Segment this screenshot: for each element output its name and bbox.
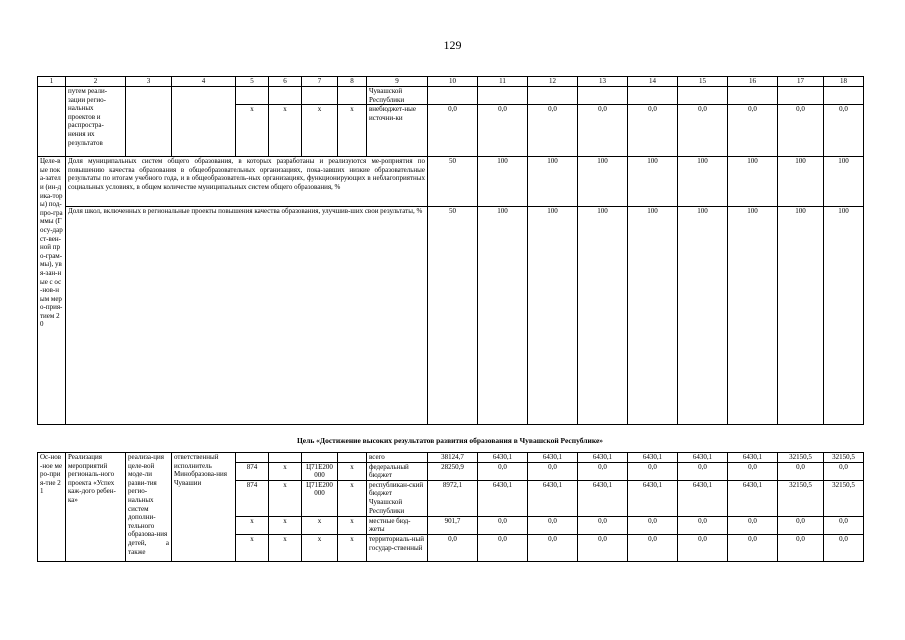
indicator-text: Доля муниципальных систем общего образования, в которых разработаны и реализуются ме-роприятия по повышению качества образования в общеобразовательных организациях, пока-завших низкие образовательные результаты по итогам учебного года, и в общеобразователь-ных организациях, функционирующих в неблагоприятных социальных условиях, в общем количестве муниципальных систем общего образования, % (66, 157, 428, 207)
funding-source-cell: федеральный бюджет (367, 462, 428, 480)
col-header: 1 (38, 77, 66, 87)
funding-source-cell: территориаль-ный государ-ственный (367, 534, 428, 561)
col-header: 15 (678, 77, 728, 87)
value-cell: 100 (578, 207, 628, 425)
value-cell: 100 (728, 207, 778, 425)
value-cell: 100 (778, 157, 824, 207)
value-cell: 0,0 (578, 105, 628, 157)
col-header: 7 (302, 77, 338, 87)
col-header: 13 (578, 77, 628, 87)
value-cell: 32150,5 (824, 453, 864, 463)
funding-source-cell: всего (367, 453, 428, 463)
value-cell: 28250,9 (428, 462, 478, 480)
value-cell: 6430,1 (478, 480, 528, 516)
target-indicators-label: Целе-вые пока-затели (ин-дика-торы) под-про-граммы (Госу-дарст-вен-ной про-грам-мы), увя-зан-ные с ос-нов-ным меро-прия-тием 20 (38, 157, 66, 425)
value-cell: 50 (428, 157, 478, 207)
page-number: 129 (443, 38, 462, 52)
value-cell: 100 (478, 157, 528, 207)
value-cell: 6430,1 (628, 453, 678, 463)
value-cell: 901,7 (428, 516, 478, 534)
funding-source-cell: республикан-ский бюджет Чувашской Республики (367, 480, 428, 516)
col-header: 2 (66, 77, 126, 87)
value-cell: 6430,1 (578, 480, 628, 516)
value-cell: 100 (528, 207, 578, 425)
value-cell: 0,0 (728, 462, 778, 480)
col-header: 14 (628, 77, 678, 87)
value-cell: 0,0 (578, 462, 628, 480)
main-event-label: Ос-нов-ное меро-прия-тие 21 (38, 453, 66, 562)
value-cell: 0,0 (528, 516, 578, 534)
value-cell: 6430,1 (528, 480, 578, 516)
value-cell: 0,0 (628, 516, 678, 534)
value-cell: 32150,5 (778, 453, 824, 463)
value-cell: 100 (678, 207, 728, 425)
value-cell: 32150,5 (824, 480, 864, 516)
col-header: 4 (172, 77, 236, 87)
target-indicator-row (38, 207, 864, 425)
value-cell: 0,0 (628, 462, 678, 480)
funding-source-cell: внебюджет-ные источни-ки (367, 105, 428, 157)
value-cell: 0,0 (678, 105, 728, 157)
value-cell: 0,0 (824, 105, 864, 157)
table-row (38, 453, 864, 463)
indicator-text: Доля школ, включенных в региональные проекты повышения качества образования, улучшив-ших свои результаты, % (66, 207, 428, 425)
value-cell: 6430,1 (678, 480, 728, 516)
funding-source-cell: местные бюд-жеты (367, 516, 428, 534)
value-cell: 0,0 (478, 462, 528, 480)
value-cell: 0,0 (824, 534, 864, 561)
value-cell: 0,0 (678, 534, 728, 561)
value-cell: 6430,1 (528, 453, 578, 463)
value-cell: 100 (628, 157, 678, 207)
event-description-cell: реализа-ция целе-вой моде-ли разви-тия регио-нальных систем дополни-тельного образова-ния детей, а также (126, 453, 172, 562)
value-cell: 0,0 (428, 105, 478, 157)
value-cell: 6430,1 (678, 453, 728, 463)
col-header: 12 (528, 77, 578, 87)
table-row (38, 87, 864, 105)
event-name-cell: Реализация мероприятий региональ-ного проекта «Успех каж-дого ребен-ка» (66, 453, 126, 562)
col-header: 8 (338, 77, 367, 87)
value-cell: 0,0 (478, 534, 528, 561)
value-cell: 0,0 (778, 105, 824, 157)
value-cell: 100 (824, 207, 864, 425)
value-cell: 100 (628, 207, 678, 425)
value-cell: 50 (428, 207, 478, 425)
value-cell: 0,0 (728, 516, 778, 534)
value-cell: 0,0 (528, 534, 578, 561)
value-cell: 0,0 (528, 462, 578, 480)
value-cell: 6430,1 (728, 480, 778, 516)
value-cell: 0,0 (578, 534, 628, 561)
col-header: 16 (728, 77, 778, 87)
value-cell: 0,0 (778, 534, 824, 561)
value-cell: 0,0 (628, 105, 678, 157)
col-header: 3 (126, 77, 172, 87)
value-cell: 6430,1 (728, 453, 778, 463)
value-cell: 38124,7 (428, 453, 478, 463)
program-table-top (37, 76, 864, 425)
value-cell: 32150,5 (778, 480, 824, 516)
value-cell: 0,0 (728, 105, 778, 157)
value-cell: 6430,1 (578, 453, 628, 463)
responsible-executor-cell: ответственный исполнитель Минобразова-ния Чувашии (172, 453, 236, 562)
value-cell: 0,0 (778, 516, 824, 534)
value-cell: 0,0 (678, 516, 728, 534)
value-cell: 0,0 (528, 105, 578, 157)
value-cell: 0,0 (824, 462, 864, 480)
value-cell: 100 (578, 157, 628, 207)
value-cell: 0,0 (628, 534, 678, 561)
value-cell: 0,0 (728, 534, 778, 561)
value-cell: 0,0 (478, 516, 528, 534)
table-row: x x x x территориаль-ный государ-ственный 0,0 0,0 0,0 0,0 0,0 0,0 0,0 0,0 0,0 (38, 534, 864, 561)
funding-source-cell: Чувашской Республики (367, 87, 428, 105)
col-header: 9 (367, 77, 428, 87)
col-header: 11 (478, 77, 528, 87)
value-cell: 100 (778, 207, 824, 425)
event-name-cell: путем реали- зации регио- нальных проектов и распростра- нения их результатов (66, 87, 126, 157)
goal-title: Цель «Достижение высоких результатов развития образования в Чувашской Республике» (296, 436, 604, 445)
table-row: x x x x местные бюд-жеты 901,7 0,0 0,0 0,0 0,0 0,0 0,0 0,0 0,0 (38, 516, 864, 534)
col-header: 6 (269, 77, 302, 87)
header-row (38, 77, 864, 87)
value-cell: 0,0 (824, 516, 864, 534)
table-row: x x x x внебюджет-ные источни-ки 0,0 0,0 0,0 0,0 0,0 0,0 0,0 0,0 0,0 (38, 105, 864, 157)
value-cell: 6430,1 (628, 480, 678, 516)
target-indicator-row (38, 157, 864, 207)
value-cell: 8972,1 (428, 480, 478, 516)
value-cell: 100 (824, 157, 864, 207)
value-cell: 0,0 (428, 534, 478, 561)
table-row: 874 x Ц71Е200 000 x республикан-ский бюджет Чувашской Республики 8972,1 6430,1 6430,1 6430,1 6430,1 6430,1 6430,1 32150,5 32150,5 (38, 480, 864, 516)
col-header: 18 (824, 77, 864, 87)
value-cell: 100 (478, 207, 528, 425)
value-cell: 100 (678, 157, 728, 207)
col-header: 5 (236, 77, 269, 87)
col-header: 10 (428, 77, 478, 87)
table-row: 874 x Ц71Е200 000 x федеральный бюджет 28250,9 0,0 0,0 0,0 0,0 0,0 0,0 0,0 0,0 (38, 462, 864, 480)
program-table-bottom (37, 452, 864, 562)
value-cell: 100 (728, 157, 778, 207)
col-header: 17 (778, 77, 824, 87)
value-cell: 0,0 (578, 516, 628, 534)
value-cell: 0,0 (778, 462, 824, 480)
value-cell: 6430,1 (478, 453, 528, 463)
value-cell: 0,0 (478, 105, 528, 157)
value-cell: 100 (528, 157, 578, 207)
value-cell: 0,0 (678, 462, 728, 480)
